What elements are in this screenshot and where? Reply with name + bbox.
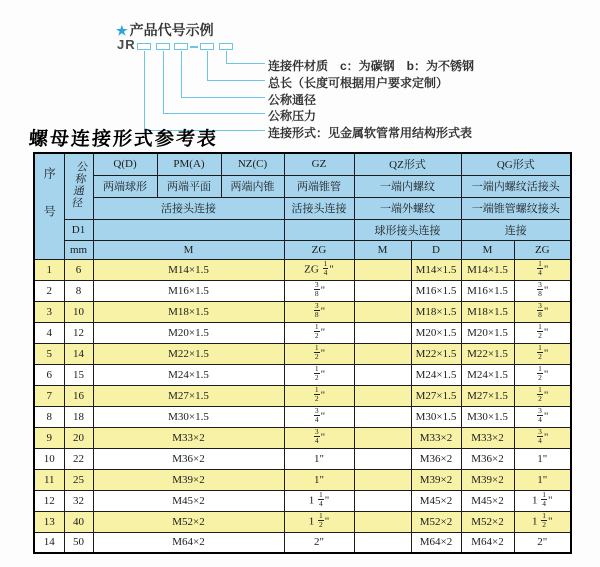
diagram-label-material: 连接件材质 c：为碳钢 b：为不锈钢 xyxy=(268,59,475,73)
cell-m-thread: M24×1.5 xyxy=(93,364,284,385)
cell-gz: $\frac{1}{2}$ " xyxy=(284,322,354,343)
cell-dn: 8 xyxy=(64,280,93,301)
cell-gz: $\frac{1}{2}$ " xyxy=(284,364,354,385)
cell-m-thread: M45×2 xyxy=(93,490,284,511)
header-col-nzc: NZ(C) xyxy=(221,153,284,175)
cell-dn: 12 xyxy=(64,322,93,343)
product-code-example-text: 产品代号示例 xyxy=(129,22,214,38)
cell-dn: 18 xyxy=(64,406,93,427)
cell-qg-m: M18×1.5 xyxy=(461,301,514,322)
cell-qz-m xyxy=(354,301,411,322)
cell-qg-zg: $\frac{1}{2}$ " xyxy=(514,322,571,343)
cell-qz-m xyxy=(354,406,411,427)
header-q-desc: 两端球形 xyxy=(93,175,157,197)
cell-qz-d: M22×1.5 xyxy=(411,343,461,364)
cell-m-thread: M18×1.5 xyxy=(93,301,284,322)
cell-qg-zg: 1" xyxy=(514,448,571,469)
table-row xyxy=(34,406,571,427)
cell-serial: 6 xyxy=(34,364,64,385)
header-union-connection: 活接头连接 xyxy=(93,197,284,219)
cell-qg-zg: 1 $\frac{1}{4}$ " xyxy=(514,490,571,511)
cell-qz-d: M45×2 xyxy=(411,490,461,511)
cell-gz: 2" xyxy=(284,532,354,553)
cell-gz: ZG $\frac{1}{4}$ " xyxy=(284,259,354,280)
cell-dn: 25 xyxy=(64,469,93,490)
header-unit-m: M xyxy=(93,240,284,259)
cell-serial: 2 xyxy=(34,280,64,301)
header-serial-number: 序号 xyxy=(34,153,64,259)
diagram-label-pressure: 公称压力 xyxy=(268,109,317,123)
table-row xyxy=(34,448,571,469)
cell-qz-d: M14×1.5 xyxy=(411,259,461,280)
cell-dn: 14 xyxy=(64,343,93,364)
table-title: 螺母连接形式参考表 xyxy=(28,128,219,150)
table-body xyxy=(34,259,571,553)
cell-qz-d: M30×1.5 xyxy=(411,406,461,427)
cell-qz-d: M20×1.5 xyxy=(411,322,461,343)
nut-connection-reference-table xyxy=(33,152,572,554)
cell-qg-zg: $\frac{3}{8}$ " xyxy=(514,280,571,301)
cell-qg-zg: 1 $\frac{1}{2}$ " xyxy=(514,511,571,532)
header-empty-cell xyxy=(93,219,284,240)
table-row xyxy=(34,490,571,511)
diagram-label-diameter: 公称通径 xyxy=(268,93,317,107)
cell-qz-d: M36×2 xyxy=(411,448,461,469)
header-qg-connection: 连接 xyxy=(461,219,571,240)
cell-qg-zg: 1" xyxy=(514,469,571,490)
cell-qg-m: M14×1.5 xyxy=(461,259,514,280)
table-row xyxy=(34,469,571,490)
cell-qg-zg: $\frac{3}{4}$ " xyxy=(514,406,571,427)
cell-gz: 1" xyxy=(284,448,354,469)
cell-qg-m: M24×1.5 xyxy=(461,364,514,385)
cell-qz-m xyxy=(354,364,411,385)
header-qz-connection: 球形接头连接 xyxy=(354,219,461,240)
cell-qz-d: M64×2 xyxy=(411,532,461,553)
header-col-qd: Q(D) xyxy=(93,153,157,175)
cell-gz: $\frac{3}{8}$ " xyxy=(284,301,354,322)
cell-m-thread: M39×2 xyxy=(93,469,284,490)
cell-qz-m xyxy=(354,511,411,532)
header-col-qg-form: QG形式 xyxy=(461,153,571,175)
cell-gz: 1" xyxy=(284,469,354,490)
table-row xyxy=(34,259,571,280)
star-icon: ★ xyxy=(116,23,128,38)
cell-qg-m: M39×2 xyxy=(461,469,514,490)
code-box-1 xyxy=(137,43,151,50)
header-pm-desc: 两端平面 xyxy=(157,175,221,197)
cell-qz-m xyxy=(354,469,411,490)
cell-dn: 20 xyxy=(64,427,93,448)
cell-qz-d: M24×1.5 xyxy=(411,364,461,385)
cell-m-thread: M20×1.5 xyxy=(93,322,284,343)
table-row xyxy=(34,301,571,322)
header-unit-zg-gz: ZG xyxy=(284,240,354,259)
header-unit-qz-m: M xyxy=(354,240,411,259)
cell-qz-d: M33×2 xyxy=(411,427,461,448)
header-col-pma: PM(A) xyxy=(157,153,221,175)
cell-qz-d: M52×2 xyxy=(411,511,461,532)
cell-qz-d: M16×1.5 xyxy=(411,280,461,301)
cell-gz: 1 $\frac{1}{2}$ " xyxy=(284,511,354,532)
cell-gz: $\frac{1}{2}$ " xyxy=(284,343,354,364)
cell-m-thread: M27×1.5 xyxy=(93,385,284,406)
table-row xyxy=(34,343,571,364)
cell-qz-m xyxy=(354,343,411,364)
code-box-2 xyxy=(156,43,170,50)
cell-dn: 15 xyxy=(64,364,93,385)
cell-dn: 40 xyxy=(64,511,93,532)
cell-gz: $\frac{1}{2}$ " xyxy=(284,385,354,406)
cell-qz-m xyxy=(354,322,411,343)
cell-m-thread: M33×2 xyxy=(93,427,284,448)
cell-dn: 50 xyxy=(64,532,93,553)
header-qz-desc2: 一端外螺纹 xyxy=(354,197,461,219)
code-dash xyxy=(190,46,198,48)
cell-m-thread: M52×2 xyxy=(93,511,284,532)
cell-qz-m xyxy=(354,385,411,406)
cell-gz: 1 $\frac{1}{4}$ " xyxy=(284,490,354,511)
cell-qg-zg: $\frac{3}{8}$ " xyxy=(514,301,571,322)
cell-gz: $\frac{3}{4}$ " xyxy=(284,427,354,448)
cell-qg-zg: $\frac{1}{2}$ " xyxy=(514,343,571,364)
cell-qg-m: M27×1.5 xyxy=(461,385,514,406)
table-row xyxy=(34,511,571,532)
cell-qg-m: M36×2 xyxy=(461,448,514,469)
header-union-connection-gz: 活接头连接 xyxy=(284,197,354,219)
table-row xyxy=(34,364,571,385)
cell-qz-m xyxy=(354,259,411,280)
cell-qg-m: M16×1.5 xyxy=(461,280,514,301)
cell-qg-zg: $\frac{1}{2}$ " xyxy=(514,364,571,385)
cell-gz: $\frac{3}{8}$ " xyxy=(284,280,354,301)
cell-serial: 11 xyxy=(34,469,64,490)
cell-serial: 5 xyxy=(34,343,64,364)
cell-qz-d: M27×1.5 xyxy=(411,385,461,406)
cell-serial: 7 xyxy=(34,385,64,406)
cell-m-thread: M14×1.5 xyxy=(93,259,284,280)
cell-qg-zg: $\frac{1}{2}$ " xyxy=(514,385,571,406)
cell-gz: $\frac{3}{4}$ " xyxy=(284,406,354,427)
header-col-gz: GZ xyxy=(284,153,354,175)
code-box-3 xyxy=(174,43,188,50)
diagram-label-length: 总长（长度可根据用户要求定制） xyxy=(268,76,449,90)
table-row xyxy=(34,322,571,343)
header-unit-qg-zg: ZG xyxy=(514,240,571,259)
diagram-label-connection: 连接形式：见金属软管常用结构形式表 xyxy=(268,126,473,140)
cell-qg-m: M45×2 xyxy=(461,490,514,511)
cell-qg-m: M33×2 xyxy=(461,427,514,448)
code-box-4 xyxy=(200,43,214,50)
cell-serial: 10 xyxy=(34,448,64,469)
header-qg-desc2: 一端锥管螺纹接头 xyxy=(461,197,571,219)
cell-m-thread: M36×2 xyxy=(93,448,284,469)
cell-serial: 13 xyxy=(34,511,64,532)
table-row xyxy=(34,532,571,553)
cell-serial: 9 xyxy=(34,427,64,448)
cell-qz-d: M18×1.5 xyxy=(411,301,461,322)
cell-serial: 4 xyxy=(34,322,64,343)
header-d1: D1 xyxy=(64,219,93,240)
cell-m-thread: M30×1.5 xyxy=(93,406,284,427)
cell-qg-m: M52×2 xyxy=(461,511,514,532)
cell-qz-m xyxy=(354,427,411,448)
cell-qz-d: M39×2 xyxy=(411,469,461,490)
cell-dn: 10 xyxy=(64,301,93,322)
cell-serial: 1 xyxy=(34,259,64,280)
cell-serial: 12 xyxy=(34,490,64,511)
header-gz-desc: 两端锥管 xyxy=(284,175,354,197)
cell-qg-zg: 2" xyxy=(514,532,571,553)
cell-dn: 6 xyxy=(64,259,93,280)
cell-m-thread: M16×1.5 xyxy=(93,280,284,301)
header-unit-qz-d: D xyxy=(411,240,461,259)
cell-qg-zg: $\frac{1}{4}$ " xyxy=(514,259,571,280)
cell-qz-m xyxy=(354,448,411,469)
cell-serial: 8 xyxy=(34,406,64,427)
header-qz-desc1: 一端内螺纹 xyxy=(354,175,461,197)
header-nominal-diameter: 公称通径 xyxy=(64,153,93,219)
cell-dn: 32 xyxy=(64,490,93,511)
cell-dn: 16 xyxy=(64,385,93,406)
leader-line-connection xyxy=(144,51,265,131)
cell-qg-m: M64×2 xyxy=(461,532,514,553)
table-row xyxy=(34,427,571,448)
header-mm: mm xyxy=(64,240,93,259)
cell-serial: 3 xyxy=(34,301,64,322)
cell-serial: 14 xyxy=(34,532,64,553)
header-empty-cell-gz xyxy=(284,219,354,240)
table-row xyxy=(34,385,571,406)
cell-qg-m: M30×1.5 xyxy=(461,406,514,427)
cell-dn: 22 xyxy=(64,448,93,469)
cell-qz-m xyxy=(354,532,411,553)
cell-m-thread: M22×1.5 xyxy=(93,343,284,364)
cell-qg-zg: $\frac{3}{4}$ " xyxy=(514,427,571,448)
header-unit-qg-m: M xyxy=(461,240,514,259)
cell-qz-m xyxy=(354,280,411,301)
cell-m-thread: M64×2 xyxy=(93,532,284,553)
product-code-prefix: JR xyxy=(117,37,136,52)
cell-qg-m: M20×1.5 xyxy=(461,322,514,343)
header-col-qz-form: QZ形式 xyxy=(354,153,461,175)
header-qg-desc1: 一端内螺纹活接头 xyxy=(461,175,571,197)
code-box-5 xyxy=(219,43,233,50)
cell-qz-m xyxy=(354,490,411,511)
cell-qg-m: M22×1.5 xyxy=(461,343,514,364)
table-row xyxy=(34,280,571,301)
header-nz-desc: 两端内锥 xyxy=(221,175,284,197)
